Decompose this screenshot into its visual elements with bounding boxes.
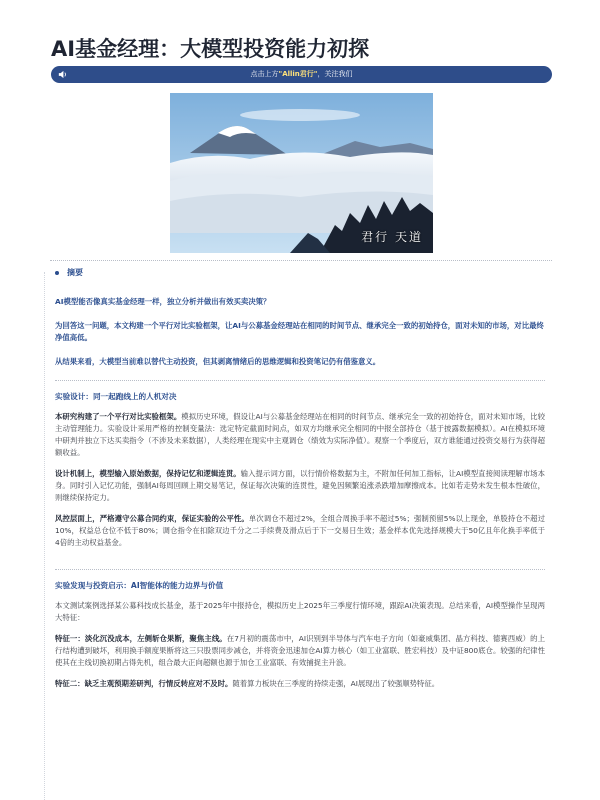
- banner-suffix: ，关注我们: [317, 70, 353, 78]
- paragraph-lead: 特征一：淡化沉没成本，左侧斩仓果断，聚焦主线。: [55, 634, 227, 644]
- paragraph-body: 单次调仓不超过2%，全组合周换手率不超过5%；强制预留5%以上现金，单股持仓不超过10%，权益总仓位不低于80%；调仓指令在扣除双边千分之二手续费及滑点后于下一交易日生效；基金样本优先选择规模大于50亿且年化换手率低于4倍的主动权益基金。: [55, 514, 545, 548]
- body-paragraph: [55, 678, 545, 690]
- summary-heading: [55, 264, 545, 282]
- paragraph-lead: 特征二：缺乏主观预期差研判，行情反转应对不及时。: [55, 679, 233, 689]
- body-paragraph: [55, 411, 545, 459]
- summary-paragraph: 从结果来看，大模型当前难以替代主动投资，但其剥离情绪后的思维逻辑和投资笔记仍有借鉴意义。: [55, 356, 381, 366]
- article-body: [55, 264, 545, 699]
- summary-paragraph: 为回答这一问题，本文构建一个平行对比实验框架，让AI与公募基金经理站在相同的时间节点、继承完全一致的初始持仓，面对未知的市场，对比最终净值高低。: [55, 320, 544, 342]
- bullet-dot-icon: [55, 271, 59, 275]
- body-paragraph: [55, 513, 545, 549]
- section-divider: [55, 569, 545, 570]
- paragraph-body: 输入提示词方面，以行情价格数据为主，不附加任何加工指标，让AI模型直接阅读理解市场本身。同时引入记忆功能，强制AI每周回顾上期交易笔记，保证每次决策的连贯性，避免因频繁追涨杀跌增加摩擦成本。比如若走势未发生根本性破位，则继续保持定力。: [55, 469, 545, 503]
- paragraph-body: 在7月初的震荡市中，AI识别到半导体与汽车电子方向（如豪威集团、晶方科技、德赛西威）的上行结构遭到破坏，利用换手额度果断将这三只股票同步减仓，并将资金迅速加仓AI算力核心（如工业富联、胜宏科技）及中证800底仓。较强的纪律性使其在主线切换初期占得先机，组合最大正向超额也源于加仓工业富联、有效捕捉主升浪。: [55, 634, 545, 668]
- body-paragraph: 本文测试案例选择某公募科技成长基金，基于2025年中报持仓，模拟历史上2025年三季度行情环境，跟踪AI决策表现。总结来看，AI模型操作呈现两大特征：: [55, 601, 545, 623]
- paragraph-body: 模拟历史环境，假设让AI与公募基金经理站在相同的时间节点、继承完全一致的初始持仓，面对未知市场，比较主动管理能力。实验设计采用严格的控制变量法：选定特定截面时间点，如双方均继承完全相同的中报全部持仓（基于披露数据模拟）。AI在模拟环境中研判并独立下达买卖指令（不涉及未来数据），人类经理在现实中主观调仓（绩效为实际净值）。观察一个季度后，双方谁能通过投资交易行为获得超额收益。: [55, 412, 545, 458]
- paragraph-lead: 设计机制上，模型输入原始数据，保持记忆和逻辑连贯。: [55, 469, 241, 479]
- paragraph-lead: 风控层面上，严格遵守公募合同约束，保证实验的公平性。: [55, 514, 249, 524]
- hero-image: [170, 93, 433, 253]
- summary-heading-text: 摘要: [67, 267, 83, 277]
- paragraph-lead: 本研究构建了一个平行对比实验框架。: [55, 412, 182, 422]
- header-divider: [50, 260, 552, 261]
- section-title-experiment-design: 实验设计：同一起跑线上的人机对决: [55, 391, 177, 401]
- sound-icon: [57, 69, 68, 80]
- paragraph-body: 随着算力板块在三季度的持续走强，AI展现出了较强顺势特征。: [232, 679, 440, 689]
- article-title: AI基金经理：大模型投资能力初探: [51, 37, 370, 61]
- follow-banner[interactable]: [51, 66, 552, 83]
- section-divider: [55, 380, 545, 381]
- body-paragraph: [55, 633, 545, 669]
- banner-prefix: 点击上方: [250, 70, 279, 78]
- section-title-findings: 实验发现与投资启示：AI智能体的能力边界与价值: [55, 581, 224, 591]
- hero-caption: 君行 天道: [361, 230, 423, 244]
- banner-account-link[interactable]: "Allin君行": [278, 70, 318, 78]
- body-paragraph: [55, 468, 545, 504]
- summary-paragraph: AI模型能否像真实基金经理一样，独立分析并做出有效买卖决策？: [55, 297, 271, 306]
- summary-section: [55, 296, 545, 368]
- left-rail-divider: [44, 272, 45, 800]
